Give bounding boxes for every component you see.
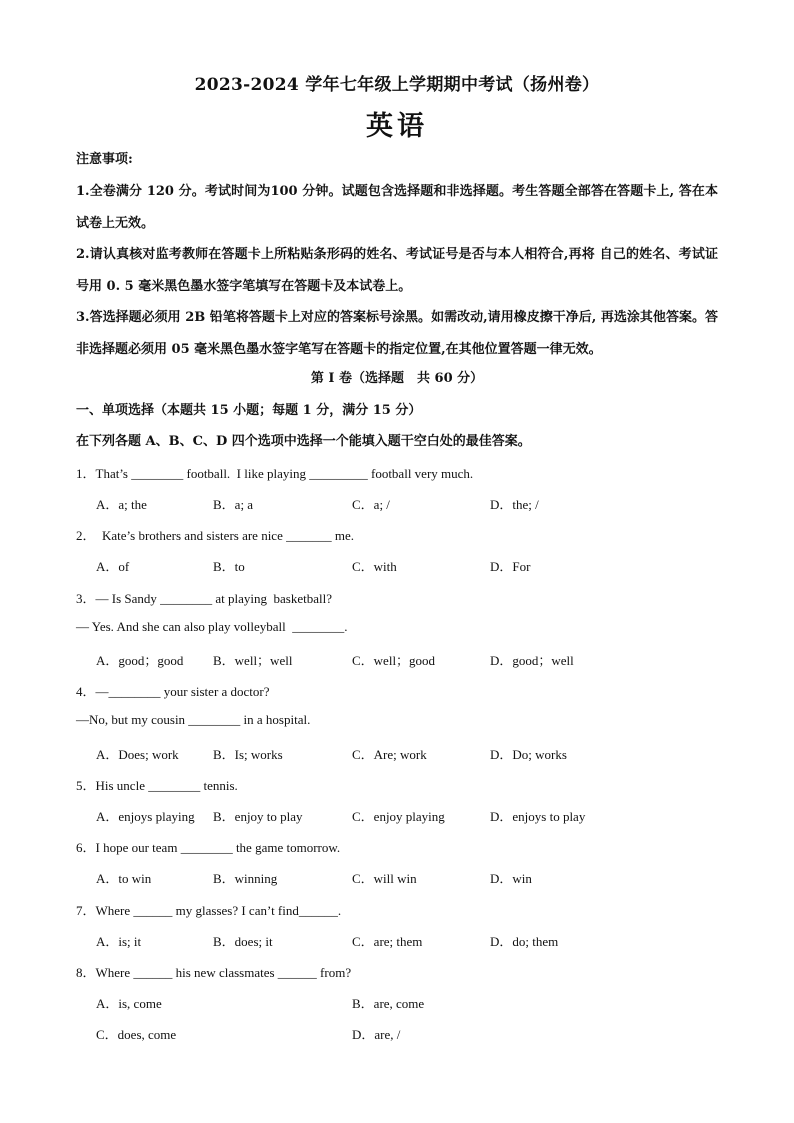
question-stem: 6．I hope our team ________ the game tomorrow.	[76, 840, 341, 855]
part-title: 第 I 卷（选择题 共 60 分）	[310, 371, 484, 386]
notes-block	[76, 150, 718, 365]
option-d: D．do; them	[490, 934, 559, 949]
option-c: C．with	[352, 559, 397, 574]
option-d: D．are, /	[352, 1027, 401, 1042]
exam-title: 2023-2024 学年七年级上学期期中考试（扬州卷）	[194, 75, 600, 95]
section-instruction: 在下列各题 A、B、C、D 四个选项中选择一个能填入题干空白处的最佳答案。	[76, 434, 531, 449]
option-b: B．well；well	[213, 653, 293, 668]
option-b: B．enjoy to play	[213, 809, 303, 824]
option-c: C．are; them	[352, 934, 423, 949]
option-c: C．does, come	[96, 1027, 177, 1042]
question-stem-line2: — Yes. And she can also play volleyball ________.	[76, 619, 348, 634]
option-c: C．will win	[352, 871, 417, 886]
question-stem: 7．Where ______ my glasses? I can’t find______.	[76, 903, 342, 918]
option-b: B．winning	[213, 871, 278, 886]
question-stem: 2． Kate’s brothers and sisters are nice _______ me.	[76, 528, 354, 543]
option-d: D．For	[490, 559, 531, 574]
option-b: B．to	[213, 559, 245, 574]
section-title: 一、单项选择（本题共 15 小题；每题 1 分，满分 15 分）	[76, 403, 422, 418]
note-item: 2.请认真核对监考教师在答题卡上所粘贴条形码的姓名、考试证号是否与本人相符合,再将 自己的姓名、考试证号用 0. 5 毫米黑色墨水签字笔填写在答题卡及本试卷上。	[76, 247, 718, 294]
option-b: B．a; a	[213, 497, 254, 512]
option-c: C．a; /	[352, 497, 390, 512]
option-a: A．of	[96, 559, 130, 574]
question-stem: 3．— Is Sandy ________ at playing basketball?	[76, 591, 332, 606]
note-item: 1.全卷满分 120 分。考试时间为100 分钟。试题包含选择题和非选择题。考生答题全部答在答题卡上, 答在本试卷上无效。	[76, 184, 718, 231]
option-b: B．are, come	[352, 996, 425, 1011]
question-stem: 5．His uncle ________ tennis.	[76, 778, 238, 793]
option-c: C．well；good	[352, 653, 436, 668]
option-a: A．to win	[96, 871, 152, 886]
option-a: A．is, come	[96, 996, 162, 1011]
option-d: D．Do; works	[490, 747, 567, 762]
option-d: D．the; /	[490, 497, 539, 512]
option-d: D．good；well	[490, 653, 574, 668]
option-a: A．enjoys playing	[96, 809, 195, 824]
option-a: A．Does; work	[96, 747, 179, 762]
question-stem: 8．Where ______ his new classmates ______ from?	[76, 965, 352, 980]
option-a: A．a; the	[96, 497, 147, 512]
option-b: B．does; it	[213, 934, 273, 949]
question-stem-line2: —No, but my cousin ________ in a hospital.	[76, 712, 311, 727]
subject-title: 英语	[366, 111, 428, 142]
option-b: B．Is; works	[213, 747, 283, 762]
option-a: A．is; it	[96, 934, 142, 949]
option-c: C．Are; work	[352, 747, 427, 762]
question-stem: 1．That’s ________ football. I like playing _________ football very much.	[76, 466, 474, 481]
question-stem: 4．—________ your sister a doctor?	[76, 684, 270, 699]
option-c: C．enjoy playing	[352, 809, 445, 824]
option-d: D．enjoys to play	[490, 809, 586, 824]
notes-heading: 注意事项:	[76, 152, 133, 167]
option-a: A．good；good	[96, 653, 184, 668]
note-item: 3.答选择题必须用 2B 铅笔将答题卡上对应的答案标号涂黑。如需改动,请用橡皮擦干净后, 再选涂其他答案。答非选择题必须用 05 毫米黑色墨水签字笔写在答题卡的指定位置,在其他位置答题一律无效。	[76, 310, 718, 357]
option-d: D．win	[490, 871, 532, 886]
